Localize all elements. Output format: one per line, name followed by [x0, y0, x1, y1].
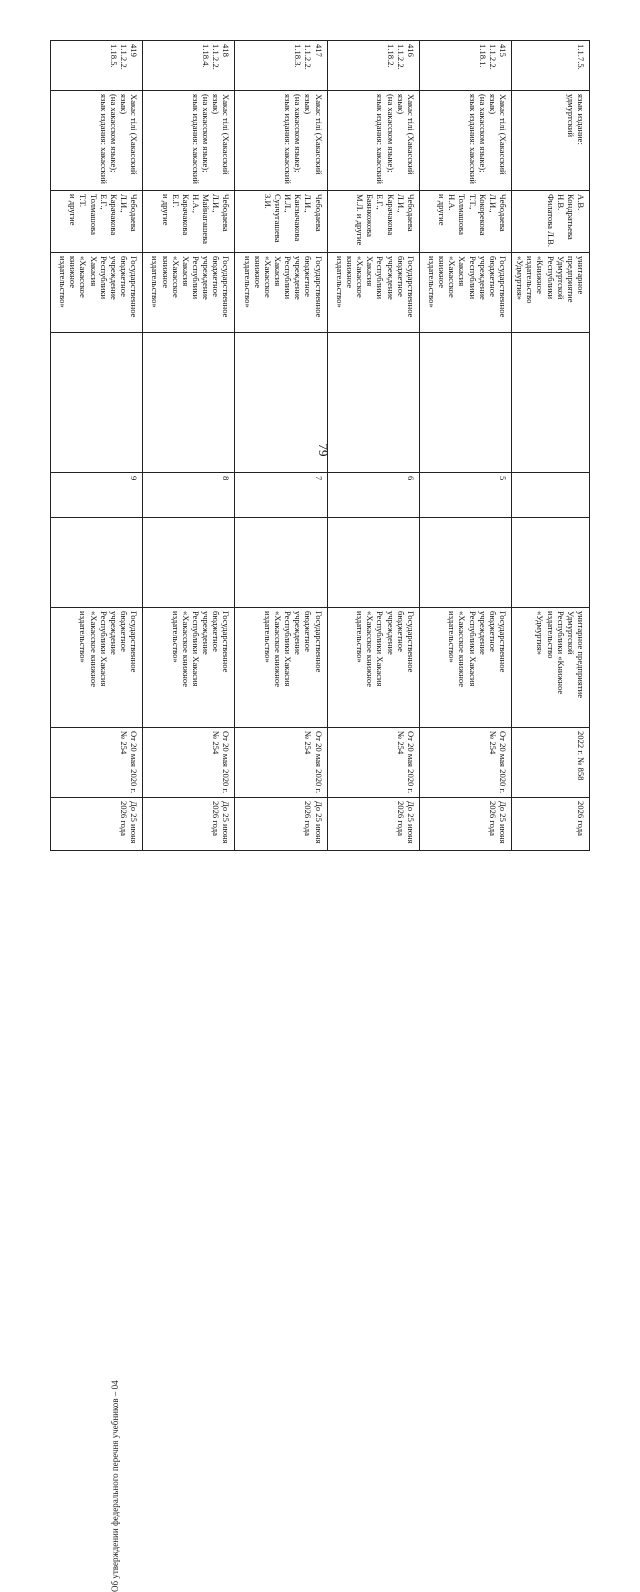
- row-publisher: Государственное бюджетное учреждение Республики Хакасия «Хакасское книжное издательство»: [242, 256, 324, 318]
- row-publisher2-cell: [143, 608, 235, 728]
- row-publisher2: Государственное бюджетное учреждение Республики Хакасия «Хакасское книжное издательство»: [355, 611, 416, 688]
- row-authors: Чебодаева Л.И., Майнагашева Н.А., Карачакова Е.Г. и другие: [160, 194, 232, 244]
- row-title: Хакас тілі (Хакасский язык) (на хакасском языке); язык издания: хакасский: [375, 94, 416, 185]
- row-code: 1.1.2.2. 1.18.2.: [385, 44, 406, 70]
- row-num: 9: [129, 476, 140, 481]
- row-order: От 20 мая 2020 г. № 254: [487, 731, 509, 794]
- row-empty-cell: [512, 333, 590, 473]
- row-empty-cell: [51, 518, 143, 608]
- row-authors-cell: [327, 191, 419, 253]
- textbook-register-table: [50, 40, 590, 850]
- page-number: 79: [316, 443, 331, 457]
- row-publisher2: Государственное бюджетное учреждение Республики Хакасия «Хакасское книжное издательство»: [262, 611, 324, 688]
- row-authors-cell: [51, 191, 143, 253]
- row-empty-cell: [327, 518, 419, 608]
- row-code: 1.1.2.2. 1.18.3.: [293, 44, 314, 70]
- row-num-cell: [419, 473, 511, 518]
- row-order: От 20 мая 2020 г. № 254: [303, 731, 324, 794]
- row-until-cell: [143, 798, 235, 851]
- row-until: 2026 года: [576, 801, 586, 836]
- row-publisher: Государственное бюджетное учреждение Республики Хакасия «Хакасское книжное издательство»: [58, 256, 140, 318]
- row-order-cell: [143, 728, 235, 798]
- row-publisher2: Государственное бюджетное учреждение Республики Хакасия «Хакасское книжное издательство»: [447, 611, 509, 688]
- row-empty-cell: [235, 518, 327, 608]
- row-until: До 25 июня 2026 года: [211, 801, 232, 844]
- row-empty-cell: [512, 518, 590, 608]
- row-order: От 20 мая 2020 г. № 254: [395, 731, 416, 794]
- row-id-cell: [419, 41, 511, 91]
- table-row: [419, 41, 511, 851]
- row-number: 415: [498, 44, 509, 57]
- row-publisher2-cell: [327, 608, 419, 728]
- row-publisher2-cell: [512, 608, 590, 728]
- row-empty-cell: [419, 518, 511, 608]
- row-until: До 25 июня 2026 года: [303, 801, 324, 844]
- row-title-cell: [512, 91, 590, 191]
- row-order-cell: [235, 728, 327, 798]
- row-publisher-cell: [143, 253, 235, 333]
- row-empty-cell: [143, 333, 235, 473]
- row-authors: Чебодаева Л.И., Кокорекова Т.Т., Толмашова Н.А. и другие: [437, 194, 509, 236]
- row-authors: Чебодаева Л.И., Канзычакова И.Л., Сунчугашева З.И.: [262, 194, 324, 243]
- row-title: язык издание: удмуртский: [565, 94, 586, 145]
- row-title: Хакас тілі (Хакасский язык) (на хакасском языке); язык издания: хакасский: [283, 94, 324, 185]
- row-publisher-cell: [419, 253, 511, 333]
- row-authors: Чебодаева Л.И., Карачакова Е.Г., Толмашова Т.Т. и другие: [68, 194, 140, 236]
- row-id-cell: [51, 41, 143, 91]
- row-id-cell: [235, 41, 327, 91]
- row-publisher2-cell: [235, 608, 327, 728]
- row-number: 417: [313, 44, 324, 57]
- row-until-cell: [51, 798, 143, 851]
- row-publisher-cell: [327, 253, 419, 333]
- row-num: 6: [405, 476, 416, 481]
- row-title-cell: [51, 91, 143, 191]
- row-publisher2: Государственное бюджетное учреждение Республики Хакасия «Хакасское книжное издательство»: [78, 611, 140, 688]
- row-until-cell: [419, 798, 511, 851]
- table-row: [51, 41, 143, 851]
- row-order-cell: [51, 728, 143, 798]
- table-row: [327, 41, 419, 851]
- row-empty-cell: [51, 333, 143, 473]
- row-until-cell: [327, 798, 419, 851]
- row-authors-cell: [235, 191, 327, 253]
- row-num-cell: [51, 473, 143, 518]
- row-until-cell: [235, 798, 327, 851]
- row-code: 1.1.2.2. 1.18.1.: [477, 44, 498, 70]
- row-order: 2022 г. № 858: [576, 731, 586, 781]
- row-until: До 25 июня 2026 года: [119, 801, 140, 844]
- row-publisher: Государственное бюджетное учреждение Республики Хакасия «Хакасское книжное издательство»: [427, 256, 509, 318]
- row-id-cell: [143, 41, 235, 91]
- row-title-cell: [143, 91, 235, 191]
- row-empty-cell: [235, 333, 327, 473]
- row-publisher2-cell: [419, 608, 511, 728]
- row-title: Хакас тілі (Хакасский язык) (на хакасском языке); язык издания: хакасский: [467, 94, 509, 185]
- row-empty-cell: [327, 333, 419, 473]
- row-code: 1.1.2.2. 1.18.4.: [201, 44, 222, 70]
- row-num-cell: [327, 473, 419, 518]
- row-publisher: Государственное бюджетное учреждение Республики Хакасия «Хакасское книжное издательство»: [150, 256, 232, 318]
- row-num: 5: [498, 476, 509, 481]
- row-publisher: Государственное бюджетное учреждение Республики Хакасия «Хакасское книжное издательство»: [334, 256, 416, 318]
- row-title-cell: [327, 91, 419, 191]
- row-code: 1.1.7.5.: [576, 44, 586, 70]
- row-authors-cell: [512, 191, 590, 253]
- row-order-cell: [419, 728, 511, 798]
- row-num-cell: [512, 473, 590, 518]
- row-code: 1.1.2.2. 1.18.5.: [108, 44, 130, 70]
- row-num: 7: [313, 476, 324, 481]
- row-publisher2: унитарное предприятие Удмуртской Республики «Книжное издательство «Удмуртия»: [535, 611, 586, 699]
- row-title: Хакас тілі (Хакасский язык) (на хакасском языке); язык издания: хакасский: [190, 94, 232, 185]
- footer-note: Об утверждении федерального перечня учебников – 04: [110, 1380, 120, 1592]
- row-number: 419: [129, 44, 140, 57]
- row-num-cell: [235, 473, 327, 518]
- row-publisher: унитарное предприятие Удмуртской Республики «Книжное издательство «Удмуртия»: [515, 256, 586, 304]
- row-empty-cell: [419, 333, 511, 473]
- table-row: [512, 41, 590, 851]
- row-authors: А.В. Кондратьева Н.В. Филатова Л.В.: [545, 194, 586, 247]
- row-title-cell: [235, 91, 327, 191]
- row-order: От 20 мая 2020 г. № 254: [119, 731, 140, 794]
- row-publisher-cell: [51, 253, 143, 333]
- table-row: [143, 41, 235, 851]
- row-id-cell: [512, 41, 590, 91]
- row-number: 416: [405, 44, 416, 57]
- row-number: 418: [221, 44, 232, 57]
- row-until: До 25 июня 2026 года: [395, 801, 416, 844]
- row-title-cell: [419, 91, 511, 191]
- row-authors-cell: [143, 191, 235, 253]
- row-num: 8: [221, 476, 232, 481]
- row-order-cell: [327, 728, 419, 798]
- row-order: От 20 мая 2020 г. № 254: [211, 731, 232, 794]
- table-row: [235, 41, 327, 851]
- row-order-cell: [512, 728, 590, 798]
- row-num-cell: [143, 473, 235, 518]
- row-authors: Чебодаева Л.И., Карачакова Е.Г., Баянкожова М.Л. и другие: [355, 194, 416, 246]
- row-publisher2: Государственное бюджетное учреждение Республики Хакасия «Хакасское книжное издательство»: [170, 611, 232, 688]
- row-title: Хакас тілі (Хакасский язык) (на хакасском языке); язык издания: хакасский: [98, 94, 140, 185]
- row-id-cell: [327, 41, 419, 91]
- register-grid: [50, 40, 590, 851]
- row-until: До 25 июня 2026 года: [487, 801, 509, 844]
- row-until-cell: [512, 798, 590, 851]
- row-empty-cell: [143, 518, 235, 608]
- row-authors-cell: [419, 191, 511, 253]
- row-publisher-cell: [235, 253, 327, 333]
- row-publisher2-cell: [51, 608, 143, 728]
- register-rows: [51, 41, 590, 851]
- row-publisher-cell: [512, 253, 590, 333]
